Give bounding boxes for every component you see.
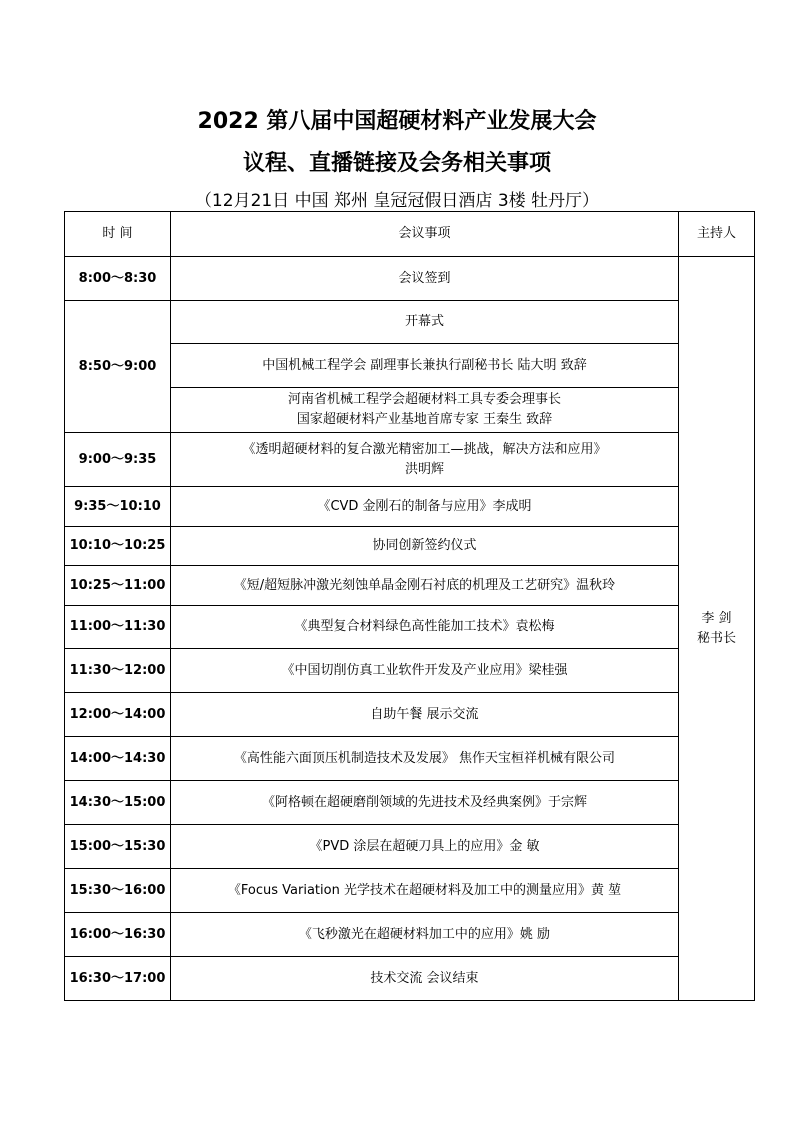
row-item: 《飞秒激光在超硬材料加工中的应用》姚 励 — [171, 913, 679, 957]
row-time: 11:00～11:30 — [65, 606, 171, 649]
table-row — [65, 606, 755, 649]
row-item: 自助午餐 展示交流 — [171, 693, 679, 737]
row-item: 《中国切削仿真工业软件开发及产业应用》梁桂强 — [171, 649, 679, 693]
row-item — [171, 388, 679, 433]
row-time: 9:00～9:35 — [65, 433, 171, 487]
table-row — [65, 825, 755, 869]
table-row — [65, 913, 755, 957]
row-item: 中国机械工程学会 副理事长兼执行副秘书长 陆大明 致辞 — [171, 344, 679, 388]
row-time: 12:00～14:00 — [65, 693, 171, 737]
table-row — [65, 693, 755, 737]
header-item: 会议事项 — [171, 212, 679, 257]
row-item: 《典型复合材料绿色高性能加工技术》袁松梅 — [171, 606, 679, 649]
table-row — [65, 737, 755, 781]
row-item: 《PVD 涂层在超硬刀具上的应用》金 敏 — [171, 825, 679, 869]
row-item-line: 国家超硬材料产业基地首席专家 王秦生 致辞 — [296, 412, 553, 427]
table-row — [65, 649, 755, 693]
document-title: 2022 第八届中国超硬材料产业发展大会 — [197, 109, 597, 134]
host-cell — [679, 257, 755, 1001]
table-row — [65, 869, 755, 913]
venue-line: （12月21日 中国 郑州 皇冠冠假日酒店 3楼 牡丹厅） — [194, 191, 600, 211]
row-time: 10:10～10:25 — [65, 527, 171, 566]
row-item-line: 洪明辉 — [404, 461, 444, 477]
table-row — [65, 781, 755, 825]
row-time: 16:30～17:00 — [65, 957, 171, 1001]
row-item: 《CVD 金刚石的制备与应用》李成明 — [171, 487, 679, 527]
row-time: 11:30～12:00 — [65, 649, 171, 693]
row-item: 会议签到 — [171, 257, 679, 301]
host-title: 秘书长 — [696, 630, 736, 646]
table-row — [65, 527, 755, 566]
host-name: 李 剑 — [701, 610, 732, 626]
table-row — [65, 257, 755, 301]
row-time: 16:00～16:30 — [65, 913, 171, 957]
row-item: 《Focus Variation 光学技术在超硬材料及加工中的测量应用》黄 堃 — [171, 869, 679, 913]
header-time: 时 间 — [65, 212, 171, 257]
row-item: 开幕式 — [171, 301, 679, 344]
row-item: 《阿格顿在超硬磨削领域的先进技术及经典案例》于宗辉 — [171, 781, 679, 825]
agenda-table — [64, 211, 755, 1001]
table-row — [65, 487, 755, 527]
row-item: 《短/超短脉冲激光刻蚀单晶金刚石衬底的机理及工艺研究》温秋玲 — [171, 566, 679, 606]
row-time: 15:00～15:30 — [65, 825, 171, 869]
row-item: 《高性能六面顶压机制造技术及发展》 焦作天宝桓祥机械有限公司 — [171, 737, 679, 781]
header-host: 主持人 — [679, 212, 755, 257]
row-time: 15:30～16:00 — [65, 869, 171, 913]
row-time: 8:00～8:30 — [65, 257, 171, 301]
row-time: 8:50～9:00 — [65, 301, 171, 433]
table-header-row — [65, 212, 755, 257]
row-time: 14:00～14:30 — [65, 737, 171, 781]
row-time: 10:25～11:00 — [65, 566, 171, 606]
table-row — [65, 301, 755, 344]
row-time: 9:35～10:10 — [65, 487, 171, 527]
row-item-line: 河南省机械工程学会超硬材料工具专委会理事长 — [287, 392, 561, 407]
row-time: 14:30～15:00 — [65, 781, 171, 825]
table-row — [65, 566, 755, 606]
table-row — [65, 433, 755, 487]
document-subtitle: 议程、直播链接及会务相关事项 — [242, 151, 551, 176]
row-item: 技术交流 会议结束 — [171, 957, 679, 1001]
row-item: 协同创新签约仪式 — [171, 527, 679, 566]
row-item — [171, 433, 679, 487]
table-row — [65, 957, 755, 1001]
row-item-line: 《透明超硬材料的复合激光精密加工—挑战，解决方法和应用》 — [242, 441, 607, 457]
